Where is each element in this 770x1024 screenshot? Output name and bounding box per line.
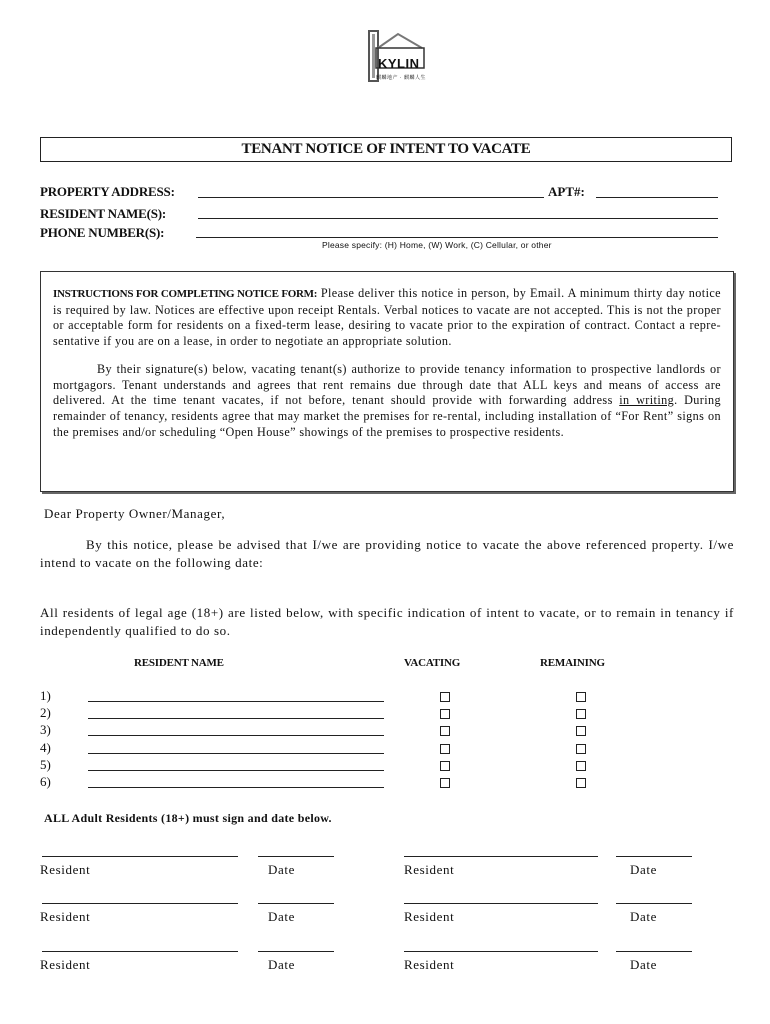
date-field[interactable] [616, 951, 692, 952]
remaining-checkbox[interactable] [576, 761, 586, 771]
row-number: 1) [40, 688, 51, 703]
salutation: Dear Property Owner/Manager, [44, 506, 226, 521]
vacating-checkbox[interactable] [440, 726, 450, 736]
resident-label: Resident [404, 862, 455, 877]
date-label: Date [630, 909, 657, 924]
resident-label: Resident [404, 909, 455, 924]
vacating-checkbox[interactable] [440, 744, 450, 754]
resident-name-header: RESIDENT NAME [134, 657, 224, 669]
resident-signature-field[interactable] [404, 856, 598, 857]
resident-names-label: RESIDENT NAME(S): [40, 206, 167, 221]
signature-note: ALL Adult Residents (18+) must sign and date below. [44, 811, 332, 825]
resident-signature-field[interactable] [42, 951, 238, 952]
row-number: 3) [40, 722, 51, 737]
remaining-checkbox[interactable] [576, 726, 586, 736]
phone-numbers-field[interactable] [196, 237, 718, 238]
instructions-heading: INSTRUCTIONS FOR COMPLETING NOTICE FORM: [53, 288, 318, 300]
form-title: TENANT NOTICE OF INTENT TO VACATE [241, 141, 531, 157]
date-label: Date [268, 909, 295, 924]
logo-brand: KYLIN [378, 56, 420, 71]
date-label: Date [268, 957, 295, 972]
phone-note: Please specify: (H) Home, (W) Work, (C) Cellular, or other [322, 240, 552, 250]
phone-numbers-label: PHONE NUMBER(S): [40, 225, 165, 240]
apt-field[interactable] [596, 197, 718, 198]
row-number: 2) [40, 705, 51, 720]
resident-label: Resident [40, 909, 91, 924]
remaining-checkbox[interactable] [576, 778, 586, 788]
resident-name-field[interactable] [88, 701, 384, 702]
vacating-checkbox[interactable] [440, 692, 450, 702]
vacating-checkbox[interactable] [440, 761, 450, 771]
remaining-header: REMAINING [540, 657, 605, 669]
row-number: 6) [40, 774, 51, 789]
resident-signature-field[interactable] [42, 856, 238, 857]
date-label: Date [630, 862, 657, 877]
resident-label: Resident [404, 957, 455, 972]
resident-signature-field[interactable] [404, 951, 598, 952]
date-field[interactable] [258, 903, 334, 904]
date-field[interactable] [258, 951, 334, 952]
resident-name-field[interactable] [88, 735, 384, 736]
resident-signature-field[interactable] [404, 903, 598, 904]
remaining-checkbox[interactable] [576, 692, 586, 702]
title-box [40, 137, 732, 162]
resident-signature-field[interactable] [42, 903, 238, 904]
property-address-field[interactable] [198, 197, 544, 198]
resident-name-field[interactable] [88, 787, 384, 788]
resident-name-field[interactable] [88, 753, 384, 754]
vacating-header: VACATING [404, 657, 461, 669]
date-field[interactable] [258, 856, 334, 857]
vacating-checkbox[interactable] [440, 709, 450, 719]
resident-label: Resident [40, 862, 91, 877]
date-field[interactable] [616, 856, 692, 857]
logo-tagline: 麒麟地产 · 麒麟人生 [376, 75, 426, 81]
vacating-checkbox[interactable] [440, 778, 450, 788]
instructions-paragraph-1: INSTRUCTIONS FOR COMPLETING NOTICE FORM: Please deliver this notice in person, by Email. A minimum thirty day notice is required by law. Notices are effective upon receipt Rentals. Verbal notices to vacate are not accepted. This is not the proper or acceptable form for residents on a fixed-term lease, desiring to vacate prior to the expiration of contract. Contact a repre-sentative if you are on a lease, in order to negotiate an appropriate solution. [53, 286, 721, 349]
resident-label: Resident [40, 957, 91, 972]
resident-name-field[interactable] [88, 770, 384, 771]
property-address-label: PROPERTY ADDRESS: [40, 184, 175, 199]
resident-names-field[interactable] [198, 218, 718, 219]
remaining-checkbox[interactable] [576, 709, 586, 719]
instructions-paragraph-2: By their signature(s) below, vacating tenant(s) authorize to provide tenancy information to prospective landlords or mortgagors. Tenant understands and agrees that rent remains due through date that ALL keys and means of access are delivered. At the time tenant vacates, if not before, tenant should provide with forwarding address in writing. During remainder of tenancy, residents agree that may market the premises for re-rental, including installation of “For Rent” signs on the premises and/or scheduling “Open House” showings of the premises to prospective residents. [53, 361, 722, 439]
instructions-box [40, 271, 734, 492]
date-label: Date [268, 862, 295, 877]
date-field[interactable] [616, 903, 692, 904]
remaining-checkbox[interactable] [576, 744, 586, 754]
date-label: Date [630, 957, 657, 972]
resident-name-field[interactable] [88, 718, 384, 719]
notice-paragraph: By this notice, please be advised that I/we are providing notice to vacate the above referenced property. I/we intend to vacate on the following date: [40, 537, 734, 570]
apt-label: APT#: [548, 184, 585, 199]
residents-paragraph: All residents of legal age (18+) are listed below, with specific indication of intent to vacate, or to remain in tenancy if independently qualified to do so. [40, 605, 734, 638]
row-number: 5) [40, 757, 51, 772]
row-number: 4) [40, 740, 51, 755]
